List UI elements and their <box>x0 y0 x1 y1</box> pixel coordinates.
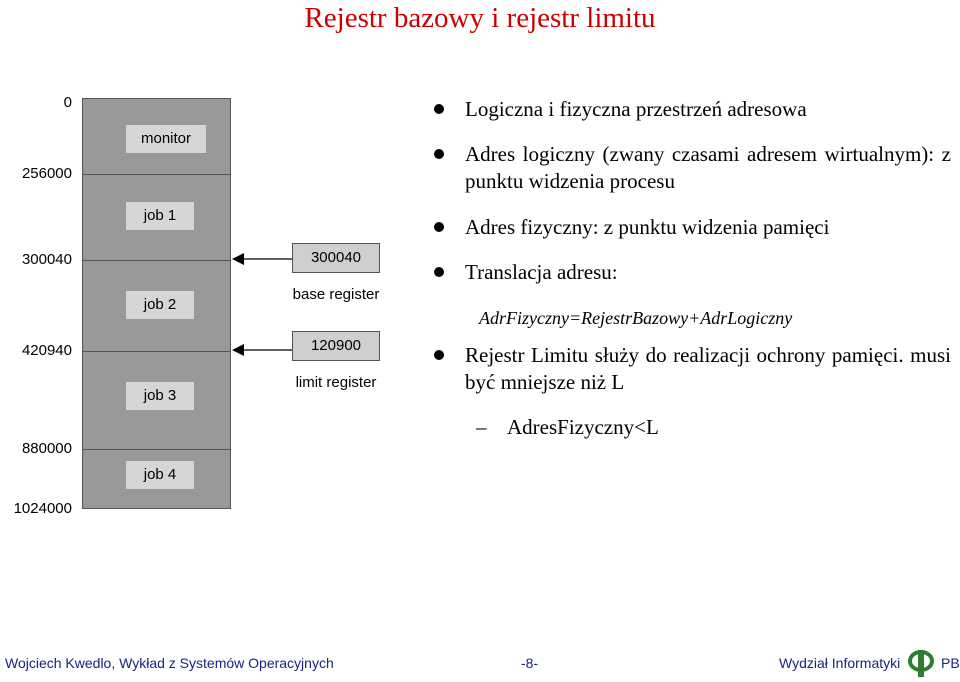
bullet-dot-icon <box>434 222 444 232</box>
pb-logo-icon <box>906 648 936 678</box>
bullet-text: Translacja adresu: <box>465 260 618 284</box>
bullet-text: Rejestr Limitu służy do realizacji ochrony pamięci. musi być mniejsze niż L <box>465 343 951 394</box>
bullet-text: Adres logiczny (zwany czasami adresem wirtualnym): z punktu widzenia procesu <box>465 142 951 193</box>
address-formula: AdrFizyczny=RejestrBazowy+AdrLogiczny <box>479 308 793 328</box>
address-label: 1024000 <box>13 500 72 517</box>
segment-boundary <box>82 174 231 175</box>
address-label: 880000 <box>21 440 72 457</box>
address-label: 0 <box>63 94 72 111</box>
segment-job-3: job 3 <box>126 382 194 410</box>
segment-job-4: job 4 <box>126 461 194 489</box>
segment-boundary <box>82 351 231 352</box>
segment-job-1: job 1 <box>126 202 194 230</box>
arrow-left-icon <box>232 252 292 266</box>
bullet-dot-icon <box>434 267 444 277</box>
segment-boundary <box>82 449 231 450</box>
limit-register-value: 120900 <box>292 331 380 361</box>
address-label: 300040 <box>21 251 72 268</box>
segment-boundary <box>82 260 231 261</box>
segment-monitor: monitor <box>126 125 206 153</box>
footer-logo-text: PB <box>941 655 960 671</box>
address-label: 256000 <box>21 165 72 182</box>
bullet-dot-icon <box>434 104 444 114</box>
limit-register-label: limit register <box>295 374 377 391</box>
address-label: 420940 <box>21 342 72 359</box>
sub-bullet-dash: – <box>476 415 487 439</box>
arrow-left-icon <box>232 343 292 357</box>
base-register-label: base register <box>292 286 380 303</box>
bullet-dot-icon <box>434 149 444 159</box>
base-register-value: 300040 <box>292 243 380 273</box>
segment-job-2: job 2 <box>126 291 194 319</box>
footer-department: Wydział Informatyki <box>779 655 901 671</box>
footer-author: Wojciech Kwedlo, Wykład z Systemów Operacyjnych <box>5 655 334 671</box>
sub-bullet-text: AdresFizyczny<L <box>507 415 659 439</box>
footer-page-number: -8- <box>521 655 539 671</box>
bullet-text: Logiczna i fizyczna przestrzeń adresowa <box>465 97 807 121</box>
bullet-text: Adres fizyczny: z punktu widzenia pamięci <box>465 215 830 239</box>
bullet-dot-icon <box>434 350 444 360</box>
page-title: Rejestr bazowy i rejestr limitu <box>304 2 656 34</box>
